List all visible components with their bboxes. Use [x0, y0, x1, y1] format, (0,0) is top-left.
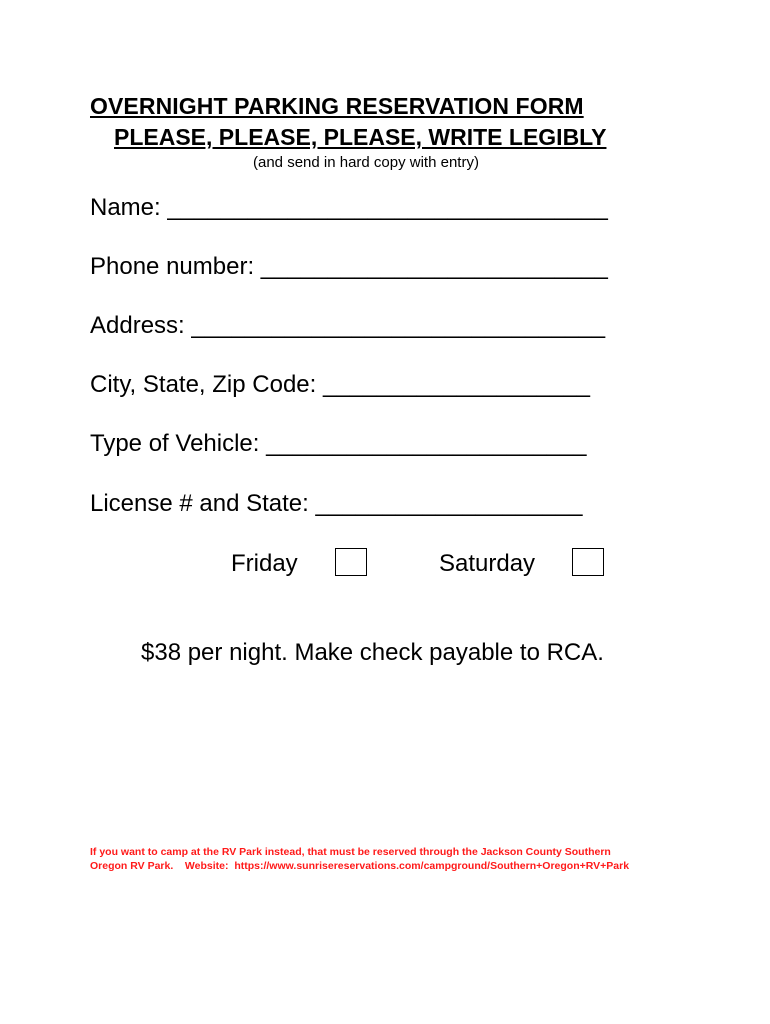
address-field[interactable]: Address: _______________________________ — [90, 312, 606, 339]
footer-note-line-1: If you want to camp at the RV Park instead, that must be reserved through the Jackson County Southern — [90, 846, 611, 858]
footer-note-line-2: Oregon RV Park. Website: https://www.sunrisereservations.com/campground/Southern+Oregon+RV+Park — [90, 860, 630, 872]
footer-note — [90, 845, 629, 873]
city-state-zip-field[interactable]: City, State, Zip Code: ____________________ — [90, 371, 590, 398]
saturday-checkbox[interactable] — [572, 548, 604, 576]
license-field[interactable]: License # and State: ____________________ — [90, 490, 583, 517]
name-field[interactable]: Name: _________________________________ — [90, 194, 608, 221]
vehicle-type-field[interactable]: Type of Vehicle: ________________________ — [90, 430, 587, 457]
saturday-label: Saturday — [439, 550, 536, 577]
pricing-text: $38 per night. Make check payable to RCA. — [141, 639, 604, 666]
form-subtitle: PLEASE, PLEASE, PLEASE, WRITE LEGIBLY — [114, 124, 607, 150]
form-title: OVERNIGHT PARKING RESERVATION FORM — [90, 93, 584, 119]
friday-label: Friday — [231, 550, 298, 577]
phone-field[interactable]: Phone number: __________________________ — [90, 253, 608, 280]
form-instruction: (and send in hard copy with entry) — [253, 154, 479, 171]
friday-checkbox[interactable] — [335, 548, 367, 576]
